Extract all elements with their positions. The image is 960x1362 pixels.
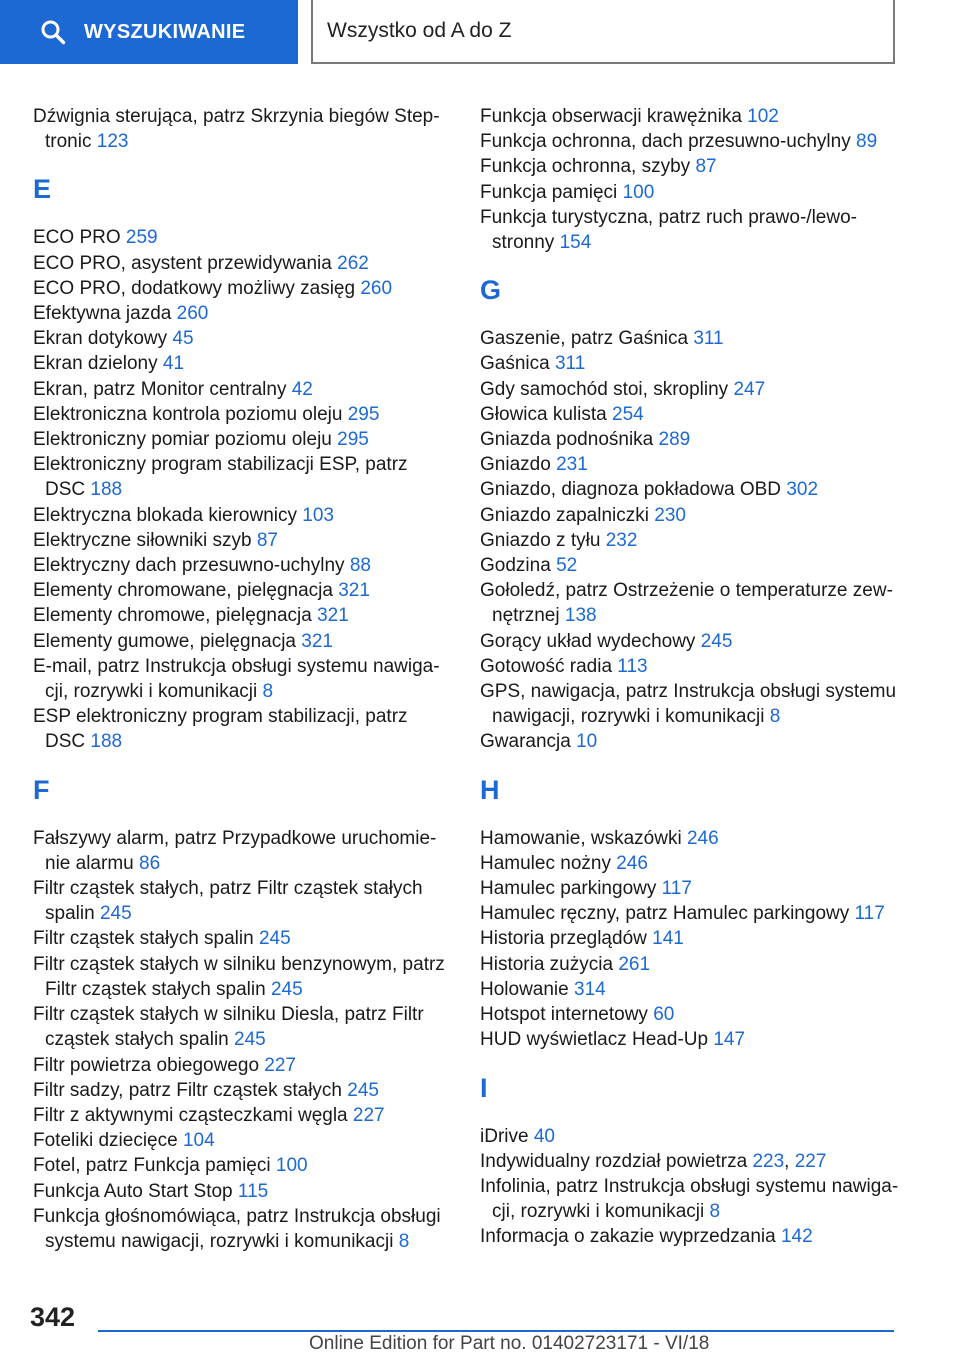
index-entry [33,578,453,603]
page-link[interactable]: 89 [856,131,878,153]
page-link[interactable]: 254 [612,403,644,425]
index-entry [33,1153,453,1178]
page-link[interactable]: 231 [556,454,588,476]
page-link[interactable]: 260 [176,303,209,325]
index-entry [480,679,900,729]
footer-divider [98,1330,894,1332]
index-entry [33,1128,453,1153]
index-entry [33,427,453,452]
index-entry-text: Głowica kulista [480,403,607,425]
section-title: Wszystko od A do Z [327,19,512,42]
index-entry-text: ECO PRO, asystent przewidywania [33,252,332,274]
index-entry [33,1103,453,1128]
page-link[interactable]: 321 [338,580,370,602]
index-entry-continuation: tronic [45,131,92,153]
index-entry-text: Holowanie [480,978,569,1000]
index-entry-text: Hamowanie, wskazówki [480,827,682,849]
index-entry [33,654,453,704]
index-entry-text: Elementy chromowe, pielęgnacja [33,605,312,627]
index-entry-text: Infolinia, patrz Instrukcja obsługi systemu nawiga- [480,1175,899,1197]
index-entry [33,503,453,528]
index-entry [480,851,900,876]
page-link[interactable]: 232 [605,529,638,551]
index-entry-text: Elektryczne siłowniki szyb [33,529,252,551]
index-entry [480,1027,900,1052]
index-entry [480,351,900,376]
index-entry-text: Foteliki dziecięce [33,1130,178,1152]
page-link[interactable]: 8 [709,1201,721,1223]
page-link[interactable]: 60 [653,1004,675,1026]
search-button[interactable] [0,0,298,64]
page-link[interactable]: 246 [686,827,719,849]
index-entry-continuation: cji, rozrywki i komunikacji [492,1201,705,1223]
index-entry [33,452,453,502]
page-link[interactable]: 45 [172,328,194,350]
index-entry [480,528,900,553]
index-letter-heading: I [480,1072,488,1103]
index-entry-text: Funkcja obserwacji krawężnika [480,106,742,127]
page-link[interactable]: 115 [237,1180,269,1202]
index-entry [33,351,453,376]
index-entry [480,477,900,502]
index-entry-text: Gniazdo z tyłu [480,529,601,551]
footer-edition-text: Online Edition for Part no. 01402723171 - VI/18 [309,1333,710,1354]
index-entry-text: Funkcja ochronna, szyby [480,156,691,178]
index-entry-text: Funkcja Auto Start Stop [33,1180,233,1202]
index-entry-continuation: spalin [45,903,95,925]
index-entry-text: Hamulec nożny [480,852,611,874]
page-link[interactable]: 154 [559,232,592,254]
index-entry [33,926,453,951]
index-entry-text: Indywidualny rozdział powietrza [480,1150,748,1172]
index-entry-text: Hotspot internetowy [480,1004,648,1026]
index-entry [33,377,453,402]
index-entry-text: Historia zużycia [480,953,614,975]
index-entry [33,528,453,553]
index-entry [33,629,453,654]
index-entry-continuation: cji, rozrywki i komunikacji [45,681,258,703]
index-entry-text: iDrive [480,1125,529,1147]
page-link[interactable]: 188 [90,479,123,501]
index-entry-text: Gniazdo, diagnoza pokładowa OBD [480,479,782,501]
index-entry-text: Gaśnica [480,353,550,375]
page-link[interactable]: 100 [275,1155,308,1177]
index-entry [480,952,900,977]
index-entry-text: HUD wyświetlacz Head-Up [480,1029,709,1051]
page-link[interactable]: 10 [576,731,598,753]
index-entry [480,826,900,851]
index-entry-text: Filtr cząstek stałych w silniku Diesla, patrz Filtr [33,1004,424,1026]
page-link[interactable]: 117 [854,903,885,925]
index-entry-continuation: DSC [45,479,86,501]
page-link[interactable]: 8 [769,706,781,728]
index-entry [480,503,900,528]
index-entry [33,276,453,301]
index-entry-text: Filtr cząstek stałych spalin [33,928,254,950]
index-entry: Indywidualny rozdział powietrza 223, 227 [480,1150,827,1172]
index-entry-text: Informacja o zakazie wyprzedzania [480,1226,776,1248]
index-column-left [33,104,453,1254]
index-entry [480,377,900,402]
index-entry-continuation: nie alarmu [45,852,134,874]
page-link[interactable]: 147 [713,1029,746,1051]
index-entry-continuation: Filtr cząstek stałych spalin [45,978,266,1000]
index-entry-text: Elementy chromowane, pielęgnacja [33,580,333,602]
page-link[interactable]: 245 [99,903,132,925]
index-entry-text: Ekran dotykowy [33,328,168,350]
page-link[interactable]: 321 [317,605,349,627]
page-link[interactable]: 40 [533,1125,555,1147]
index-entry [33,1078,453,1103]
section-tab[interactable] [311,0,895,64]
index-entry-text: Elektroniczny program stabilizacji ESP, patrz [33,454,408,476]
index-entry [33,826,453,876]
index-entry [33,326,453,351]
page-link[interactable]: 227 [794,1150,827,1172]
index-entry-text: Elementy gumowe, pielęgnacja [33,630,296,652]
page-link[interactable]: 117 [661,878,692,900]
page-link[interactable]: 141 [652,928,684,950]
index-entry-text: Gaszenie, patrz Gaśnica [480,328,689,350]
page-link[interactable]: 321 [301,630,333,652]
index-entry-text: Gorący układ wydechowy [480,630,696,652]
index-entry-text: Gdy samochód stoi, skropliny [480,378,729,400]
index-entry-text: E-mail, patrz Instrukcja obsługi systemu nawiga- [33,655,440,677]
page-link[interactable]: 259 [125,227,158,249]
index-entry [33,603,453,628]
page-link[interactable]: 260 [360,277,393,299]
index-entry-text: Elektryczna blokada kierownicy [33,504,298,526]
index-entry [33,301,453,326]
page-link[interactable]: 245 [347,1079,379,1101]
page-link[interactable]: 52 [556,555,578,577]
index-entry-text: ESP elektroniczny program stabilizacji, patrz [33,706,408,728]
index-entry [480,553,900,578]
index-entry [480,180,900,205]
page-link[interactable]: 295 [347,403,380,425]
index-entry-text: Hamulec parkingowy [480,878,657,900]
index-entry [33,704,453,754]
index-entry-continuation: nawigacji, rozrywki i komunikacji [492,706,765,728]
page-number: 342 [30,1302,76,1332]
page-link[interactable]: 113 [617,655,648,677]
index-entry-continuation: stronny [492,232,555,254]
index-entry-text: Funkcja ochronna, dach przesuwno-uchylny [480,131,851,153]
page-link[interactable]: 227 [352,1104,385,1126]
index-entry-text: Hamulec ręczny, patrz Hamulec parkingowy [480,903,850,925]
index-entry-continuation: cząstek stałych spalin [45,1029,229,1051]
page-link[interactable]: 311 [554,353,586,375]
page-link[interactable]: 103 [302,504,334,526]
index-entry [33,952,453,1002]
index-entry [33,251,453,276]
index-entry-text: Ekran, patrz Monitor centralny [33,378,287,400]
index-entry-text: Funkcja turystyczna, patrz ruch prawo-/lewo- [480,206,857,228]
index-entry-text: Gniazdo [480,454,551,476]
page-link[interactable]: 8 [262,681,274,703]
page-link[interactable]: 41 [162,353,185,375]
index-entry [480,154,900,179]
index-entry-text: Funkcja pamięci [480,181,618,203]
page-link[interactable]: 8 [398,1230,410,1252]
index-entry-text: Dźwignia sterująca, patrz Skrzynia biegów Step- [33,106,440,127]
search-icon [40,19,66,45]
page-link[interactable]: 245 [700,630,733,652]
page-link[interactable]: 246 [616,852,648,874]
page-link[interactable]: 223 [752,1150,785,1172]
index-entry [480,1174,900,1224]
index-entry-text: Fałszywy alarm, patrz Przypadkowe uruchomie- [33,827,437,849]
page-link[interactable]: 142 [780,1226,813,1248]
page-link[interactable]: 261 [618,953,651,975]
page-link[interactable]: 100 [622,181,655,203]
index-entry [480,977,900,1002]
index-entry-text: ECO PRO [33,227,121,249]
page-link[interactable]: 87 [256,529,278,551]
page-link[interactable]: 245 [258,928,291,950]
index-entry-text: Fotel, patrz Funkcja pamięci [33,1155,271,1177]
index-entry-text: Filtr z aktywnymi cząsteczkami węgla [33,1104,348,1126]
index-entry-text: GPS, nawigacja, patrz Instrukcja obsługi systemu [480,681,897,703]
index-entry-text: Ekran dzielony [33,353,158,375]
index-entry-text: Gotowość radia [480,655,613,677]
page-link[interactable]: 262 [337,252,369,274]
index-entry-text: Historia przeglądów [480,928,647,950]
index-entry [480,1224,900,1249]
index-entry-text: Efektywna jazda [33,303,172,325]
index-entry-text: Filtr cząstek stałych, patrz Filtr cząstek stałych [33,878,423,900]
index-entry-text: Filtr powietrza obiegowego [33,1054,260,1076]
index-entry [33,1053,453,1078]
index-entry [33,876,453,926]
index-entry [33,1002,453,1052]
index-entry-continuation: DSC [45,731,86,753]
index-entry-continuation: nętrznej [492,605,560,627]
index-entry [33,402,453,427]
index-column-right [480,104,900,1250]
index-entry-text: Elektroniczny pomiar poziomu oleju [33,429,332,451]
index-entry [480,629,900,654]
page-link[interactable]: 188 [90,731,123,753]
page-link[interactable]: 311 [693,328,724,350]
index-letter-heading: G [480,275,502,306]
index-entry-text: ECO PRO, dodatkowy możliwy zasięg [33,277,356,299]
index-entry-text: Gwarancja [480,731,571,753]
index-entry [480,1002,900,1027]
index-entry-text: Gniazdo zapalniczki [480,504,649,526]
index-entry [33,1179,453,1204]
index-entry-text: Filtr cząstek stałych w silniku benzynowym, patrz [33,953,445,975]
page-link[interactable]: 230 [654,504,686,526]
index-entry-text: Gołoledź, patrz Ostrzeżenie o temperaturze zew- [480,580,893,602]
index-entry [33,553,453,578]
index-letter-heading: E [33,174,52,205]
index-entry [480,326,900,351]
index-entry [480,427,900,452]
index-entry [480,452,900,477]
page-link[interactable]: 227 [264,1054,296,1076]
page-link[interactable]: 245 [270,978,303,1000]
page-link[interactable]: 86 [139,852,161,874]
page-link[interactable]: 104 [182,1130,215,1152]
page-link[interactable]: 302 [786,479,819,501]
page-link[interactable]: 87 [695,156,717,178]
page-link[interactable]: 88 [349,555,371,577]
page-link[interactable]: 289 [658,429,691,451]
search-label: WYSZUKIWANIE [84,20,246,43]
index-entry [480,104,900,129]
index-entry [480,901,900,926]
index-entry-text: Filtr sadzy, patrz Filtr cząstek stałych [33,1079,342,1101]
index-entry-text: Elektroniczna kontrola poziomu oleju [33,403,343,425]
index-entry [480,654,900,679]
index-entry [480,876,900,901]
page-link[interactable]: 245 [234,1029,266,1051]
header [0,0,960,66]
index-entry [480,129,900,154]
page-link[interactable]: 102 [747,106,779,127]
index-entry-continuation: systemu nawigacji, rozrywki i komunikacji [45,1230,394,1252]
index-entry [33,104,453,154]
index-entry-text: Elektryczny dach przesuwno-uchylny [33,555,345,577]
index-letter-heading: F [33,774,50,805]
index-entry [480,578,900,628]
page-link[interactable]: 295 [337,429,369,451]
index-entry [33,1204,453,1254]
index-entry [480,205,900,255]
index-entry-text: Godzina [480,555,551,577]
page-link[interactable]: 314 [574,978,606,1000]
index-letter-heading: H [480,774,500,805]
page-link[interactable]: 42 [291,378,313,400]
index-entry-text: Funkcja głośnomówiąca, patrz Instrukcja obsługi [33,1205,441,1227]
index-entry [480,402,900,427]
index-entry [480,1124,900,1149]
index-entry [480,729,900,754]
index-entry [33,225,453,250]
page-link[interactable]: 123 [96,131,129,153]
index-entry-text: Gniazda podnośnika [480,429,654,451]
index-entry [480,926,900,951]
page-link[interactable]: 247 [733,378,766,400]
page-link[interactable]: 138 [564,605,597,627]
